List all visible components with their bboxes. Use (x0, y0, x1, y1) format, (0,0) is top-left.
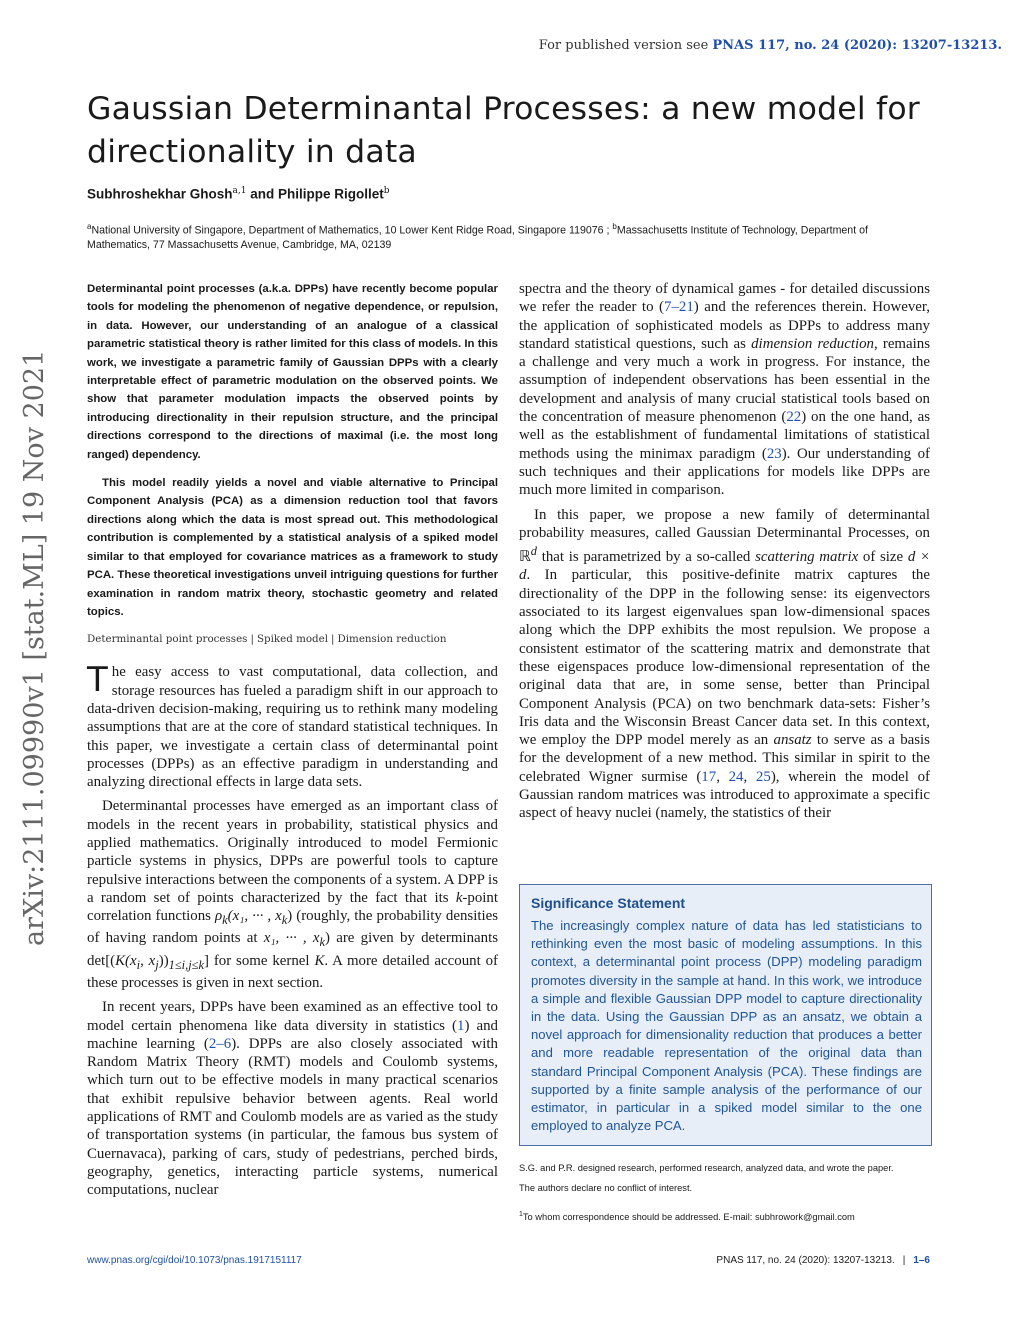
math-sub: k (319, 935, 326, 950)
body-text-run: -point correlation functions (87, 889, 498, 925)
conflict-statement: The authors declare no conflict of interest. (519, 1183, 693, 1193)
math-sup: d (530, 544, 537, 559)
citation-link[interactable]: 1 (457, 1017, 465, 1034)
body-text-right (519, 280, 930, 823)
affiliation-mark: b (612, 222, 617, 231)
drop-cap: T (87, 660, 108, 701)
publication-note (539, 38, 1002, 53)
left-column (87, 280, 498, 1200)
body-paragraph (87, 998, 498, 1199)
author-affiliation-mark: a,1 (232, 186, 247, 196)
citation-link[interactable]: 7–21 (664, 299, 694, 316)
math-expr: , x (140, 952, 156, 969)
math-sub: k (281, 913, 288, 928)
math-var: k (455, 889, 463, 906)
body-paragraph (519, 280, 930, 500)
doi-link[interactable]: www.pnas.org/cgi/doi/10.1073/pnas.1917151117 (87, 1255, 302, 1266)
page-range: 1–6 (913, 1255, 930, 1266)
body-text-run: (roughly, the probability densities of having random points at (87, 908, 499, 947)
body-text-run: , (716, 768, 729, 785)
math-expr: d × d (519, 549, 930, 584)
footnote-mark: 1 (519, 1211, 523, 1218)
body-text-run: , remains a challenge and very much a work in progress. For instance, the assumption of independent observations has been essential in the development and analysis of many crucial statistical tools based on the concentration of measure phenomenon ( (519, 335, 931, 426)
math-expr: x₁, ··· , x (263, 930, 320, 947)
body-paragraph (519, 506, 930, 823)
citation-link[interactable]: 25 (755, 768, 771, 785)
author-affiliation-mark: b (383, 186, 390, 196)
paper-title: Gaussian Determinantal Processes: a new model for directionality in data (87, 91, 920, 170)
body-text-run: to serve as a basis for the development of a new method. This similar in spirit to the celebrated Wigner surmise ( (519, 732, 930, 785)
footer-citation (716, 1255, 930, 1266)
body-text-run: ). Our understanding of such techniques and their applications for models like DPPs are much more limited in comparison. (519, 445, 930, 499)
abstract-paragraph: Determinantal point processes (a.k.a. DPPs) have recently become popular tools for modeling the phenomenon of negative dependence, or repulsion, in data. However, our understanding of an analogue of a classical parametric statistical theory is rather limited for this class of models. In this work, we investigate a parametric family of Gaussian DPPs with a clearly interpretable effect of parametric modulation on the observed points. We show that parameter modulation impacts the observed points by introducing directionality in their repulsion structure, and the principal directions correspond to the directions of maximal (i.e. the most long ranged) dependency. (87, 283, 498, 461)
math-expr: (x (125, 952, 137, 969)
affiliation-mark: a (87, 222, 92, 231)
abstract-paragraph: This model readily yields a novel and viable alternative to Principal Component Analysis (PCA) as a dimension reduction tool that favors directions along which the data is most spread out. This methodological contribution is complemented by a statistical analysis of a spiked model similar to that employed for covariance matrices as a framework to study PCA. These theoretical investigations unveil intriguing questions for further examination in random matrix theory, stochastic geometry and related topics. (87, 477, 498, 618)
author-list (87, 186, 390, 202)
affiliation-b: Massachusetts Institute of Technology, Department of Mathematics, 77 Massachusetts Avenue, Cambridge, MA, 02139 (87, 224, 868, 251)
contribution-statement: S.G. and P.R. designed research, performed research, analyzed data, and wrote the paper. (519, 1163, 894, 1173)
body-text-run: In this paper, we propose a new family of determinantal probability measures, called Gaussian Determinantal Processes, on ℝ (519, 506, 930, 566)
citation-link[interactable]: 23 (766, 445, 782, 462)
body-text-run: Determinantal processes have emerged as an important class of models in the recent years in probability, statistical physics and applied mathematics. Originally introduced to model Fermionic particle systems in physics, DPPs are powerful tools to capture repulsive interactions between the components of a system. A DPP is a random set of points characterized by the fact that its (87, 798, 498, 906)
body-text-run: ). DPPs are also closely associated with Random Matrix Theory (RMT) models and Coulomb systems, which turn out to be effective models in many practical scenarios that exhibit repulsive behavior between agents. Real world applications of RMT and Coulomb models are as varied as the study of transportation systems (in particular, the famous bus system of Cuernavaca), parking of cars, study of pedestrians, perched birds, geography, genetics, interacting particle systems, numerical computations, nuclear (87, 1035, 498, 1199)
math-expr: )) (158, 952, 169, 969)
math-sub: i (136, 957, 141, 972)
keywords (87, 633, 498, 645)
emphasis: ansatz (773, 732, 812, 749)
body-text-run: that is parametrized by a so-called (537, 549, 756, 566)
keyword-separator: | (331, 633, 335, 646)
author-name: Philippe Rigollet (278, 186, 384, 202)
body-text-run: ) on the one hand, as well as the establishment of fundamental limitations of statistical methods using the minimax paradigm ( (519, 409, 930, 462)
body-text-run: of size (858, 549, 908, 566)
right-column (519, 280, 930, 823)
keyword: Determinantal point processes (87, 633, 248, 646)
publication-note-prefix: For published version see (538, 38, 709, 53)
keyword: Spiked model (256, 633, 329, 646)
math-sub: j (155, 957, 159, 972)
arxiv-identifier: arXiv:2111.09990v1 [stat.ML] 19 Nov 2021 (19, 349, 50, 947)
citation-link[interactable]: 24 (728, 768, 744, 785)
body-text-run: he easy access to vast computational, data collection, and storage resources has fueled a paradigm shift in our approach to data-driven decision-making, requiring us to rethink many modeling assumptions that are at the core of standard statistical techniques. In this paper, we investigate a certain class of determinantal point processes (DPPs) as an effective paradigm in understanding and analyzing directional effects in large data sets. (87, 664, 498, 791)
affiliation-a: National University of Singapore, Department of Mathematics, 10 Lower Kent Ridge Road, Singapore 119076 ; (91, 224, 610, 237)
keyword: Dimension reduction (337, 633, 447, 646)
correspondence-text: To whom correspondence should be addressed. E-mail: subhrowork@gmail.com (522, 1212, 855, 1223)
emphasis: dimension reduction (751, 335, 874, 352)
author-name: Subhroshekhar Ghosh (87, 186, 233, 202)
body-text-run: ) and the references therein. However, the application of sophisticated models as DPPs to address many standard statistical questions, such as (519, 299, 930, 352)
keyword-separator: | (250, 633, 254, 646)
significance-statement-box (519, 884, 932, 1146)
body-text-run: ), wherein the model of Gaussian random matrices was introduced to approximate a specific aspect of heavy nuclei (namely, the statistics of their (519, 768, 931, 822)
math-sub: 1≤i,j≤k (168, 957, 204, 972)
body-text-run: are given by determinants det[( (87, 930, 498, 969)
footer-separator: | (902, 1255, 906, 1266)
correspondence-note (519, 1211, 949, 1222)
math-var: K (115, 952, 126, 969)
author-conjunction: and (250, 186, 275, 202)
body-text-run: spectra and the theory of dynamical games - for detailed discussions we refer the reader to ( (519, 281, 930, 316)
math-var: ρ (214, 908, 223, 925)
body-paragraph (87, 797, 498, 992)
math-expr: ) (325, 930, 330, 947)
affiliations (87, 220, 927, 252)
body-text-run: ] for some kernel (203, 952, 315, 969)
citation-link[interactable]: 22 (786, 409, 802, 426)
significance-title: Significance Statement (531, 895, 686, 911)
body-text-run: In recent years, DPPs have been examined as an effective tool to model certain phenomena like data diversity in statistics ( (87, 999, 498, 1034)
math-var: K (314, 952, 325, 969)
math-expr: (x₁, ··· , x (227, 908, 282, 925)
body-text-run: ) and machine learning ( (87, 1017, 498, 1052)
abstract (87, 280, 498, 621)
published-version-link[interactable]: PNAS 117, no. 24 (2020): 13207-13213. (712, 38, 1002, 53)
author-contributions (519, 1163, 949, 1232)
math-expr: ) (287, 908, 293, 925)
citation-link[interactable]: 17 (701, 768, 717, 785)
footer-journal-citation: PNAS 117, no. 24 (2020): 13207-13213. (716, 1255, 895, 1266)
emphasis: scattering matrix (755, 549, 859, 566)
significance-body: The increasingly complex nature of data has led statisticians to rethinking even the most basic of modeling assumptions. In this context, a determinantal point process (DPP) modeling paradigm promotes diversity in the sample at hand. In this work, we introduce a simple and flexible Gaussian DPP model to capture directionality in the data. Using the Gaussian DPP as an ansatz, we obtain a novel approach for dimensionality reduction that produces a better and more readable representation of the original data than standard Principal Component Analysis (PCA). These findings are supported by a finite sample analysis of the performance of our estimator, in particular in a spiked model similar to the one employed to analyze PCA. (531, 918, 922, 1134)
body-paragraph (87, 660, 498, 791)
math-sub: k (222, 913, 228, 928)
body-text-left (87, 660, 499, 1199)
body-text-run: , (743, 768, 756, 785)
body-text-run: . A more detailed account of these processes is given in next section. (87, 952, 498, 991)
citation-link[interactable]: 2–6 (208, 1035, 232, 1052)
body-text-run: . In particular, this positive-definite matrix captures the directionality of the DPP in the following sense: its eigenvectors associated to its largest eigenvalues span low-dimensional spaces along which the DPP exhibits the most repulsion. We propose a consistent estimator of the scattering matrix and demonstrate that these eigenspaces produce low-dimensional representation of the original data that are, in some sense, better than Principal Component Analysis (PCA) on two benchmark data-sets: Fisher’s Iris data and the Wisconsin Breast Cancer data set. In this context, we employ the DPP model merely as an (519, 567, 930, 749)
